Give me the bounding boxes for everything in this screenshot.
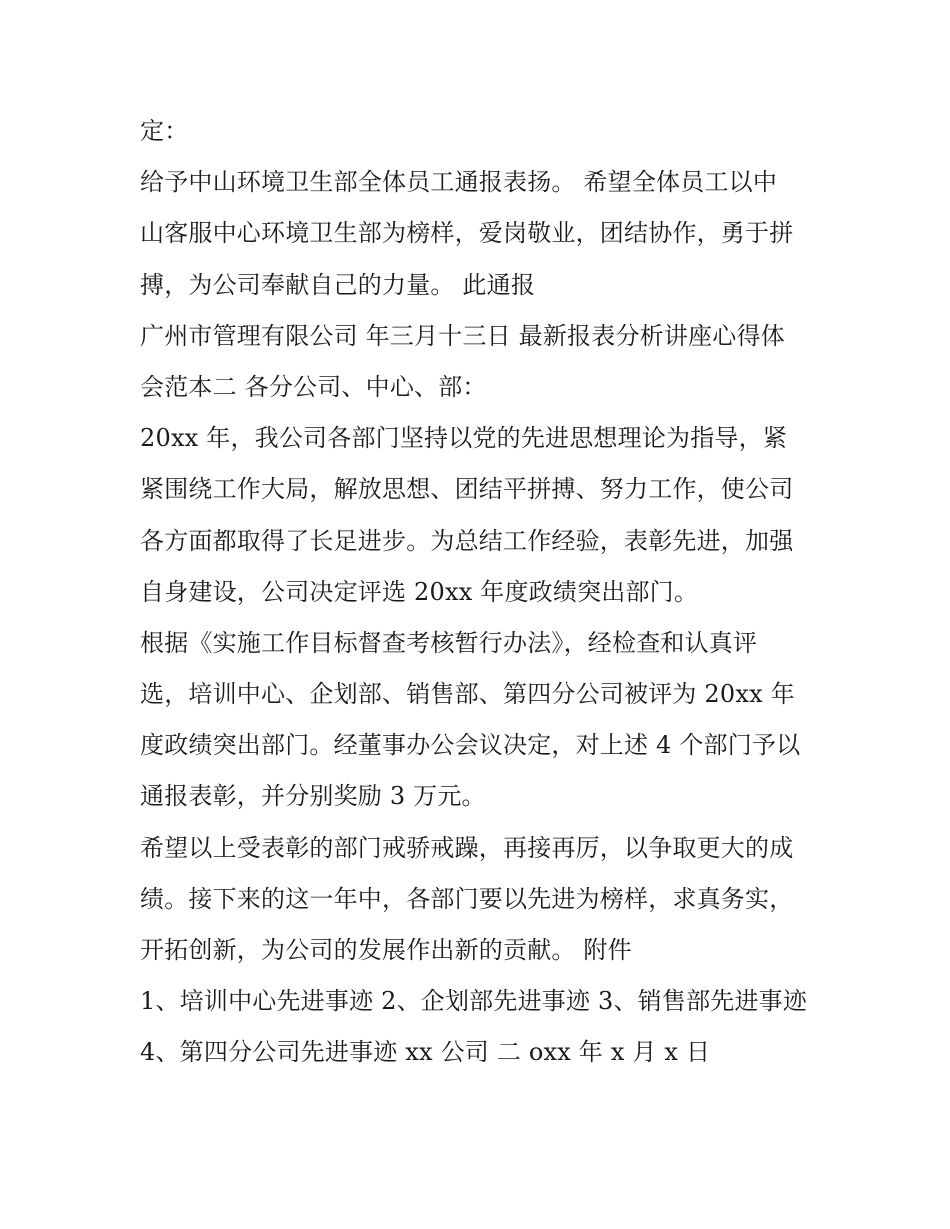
text-line: 希望以上受表彰的部门戒骄戒躁，再接再厉，以争取更大的成 [140,833,794,862]
text-line: 通报表彰，并分别奖励 3 万元。 [140,782,486,811]
text-line: 紧围绕工作大局，解放思想、团结平拼搏、努力工作，使公司 [140,475,794,504]
text-line: 选，培训中心、企划部、销售部、第四分公司被评为 20xx 年 [140,680,795,709]
text-line: 度政绩突出部门。经董事办公会议决定，对上述 4 个部门予以 [140,731,801,760]
text-line: 会范本二 各分公司、中心、部： [140,372,487,401]
text-line: 定： [140,117,189,145]
text-line: 自身建设，公司决定评选 20xx 年度政绩突出部门。 [140,577,699,606]
text-line: 搏，为公司奉献自己的力量。 此通报 [140,270,536,299]
text-line: 各方面都取得了长足进步。为总结工作经验，表彰先进，加强 [140,526,794,555]
text-line: 山客服中心环境卫生部为榜样，爱岗敬业，团结协作，勇于拼 [140,219,794,248]
text-line: 4、第四分公司先进事迹 xx 公司 二 oxx 年 x 月 x 日 [140,1038,711,1067]
text-line: 20xx 年，我公司各部门坚持以党的先进思想理论为指导，紧 [140,424,788,453]
text-line: 绩。接下来的这一年中，各部门要以先进为榜样，求真务实， [140,884,794,913]
document-body [140,106,820,1079]
text-line: 给予中山环境卫生部全体员工通报表扬。 希望全体员工以中 [140,168,778,197]
text-line: 开拓创新，为公司的发展作出新的贡献。 附件 [140,936,632,964]
text-line: 1、培训中心先进事迹 2、企划部先进事迹 3、销售部先进事迹 [140,987,808,1016]
text-line: 广州市管理有限公司 年三月十三日 最新报表分析讲座心得体 [140,321,785,350]
text-line: 根据《实施工作目标督查考核暂行办法》，经检查和认真评 [140,628,758,657]
